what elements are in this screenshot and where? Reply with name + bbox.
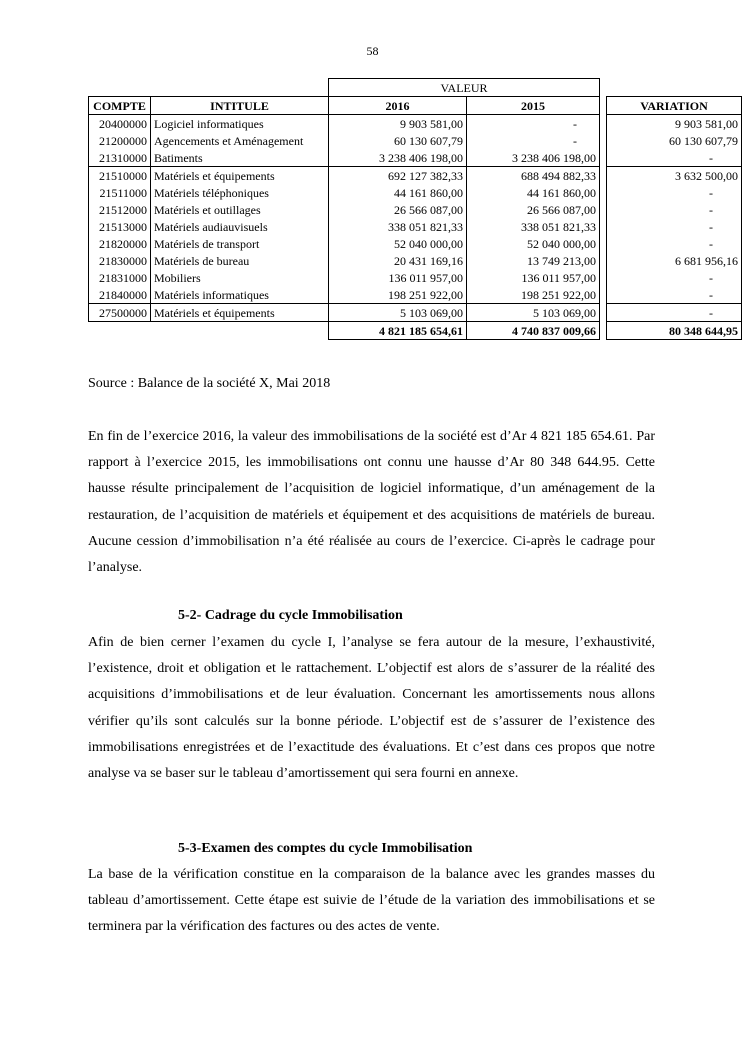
table-header-row [89, 97, 742, 115]
cell-2016: 5 103 069,00 [329, 304, 467, 322]
section-heading-5-2: 5-2- Cadrage du cycle Immobilisation [178, 608, 403, 623]
cell-intitule: Matériels de bureau [151, 252, 329, 269]
cell-2016: 692 127 382,33 [329, 167, 467, 185]
section-heading-5-3: 5-3-Examen des comptes du cycle Immobilisation [178, 841, 473, 856]
table-row [89, 269, 742, 286]
table-row [89, 184, 742, 201]
paragraph-intro: En fin de l’exercice 2016, la valeur des immobilisations de la société est d’Ar 4 821 185 654.61. Par rapport à l’exercice 2015, les immobilisations ont connu une hausse d’Ar 80 348 644.95. Cette hausse résulte principalement de l’acquisition de logiciel informatique, d’un aménagement de la restauration, de l’acquisition de matériels et équipement et des acquisitions de matériels de bureau. Aucune cession d’immobilisation n’a été réalisée au cours de l’exercice. Ci-après le cadrage pour l’analyse. [88, 429, 655, 576]
cell-intitule: Matériels et équipements [151, 304, 329, 322]
cell-compte: 21830000 [89, 252, 151, 269]
cell-variation: 60 130 607,79 [607, 132, 742, 149]
cell-compte: 21510000 [89, 167, 151, 185]
total-2015: 4 740 837 009,66 [467, 322, 600, 340]
cell-2015: 5 103 069,00 [467, 304, 600, 322]
cell-2016: 60 130 607,79 [329, 132, 467, 149]
cell-2016: 3 238 406 198,00 [329, 149, 467, 167]
cell-2015: 13 749 213,00 [467, 252, 600, 269]
valeur-group-header: VALEUR [329, 79, 600, 97]
cell-variation: - [607, 201, 742, 218]
paragraph-cadrage: Afin de bien cerner l’examen du cycle I, l’analyse se fera autour de la mesure, l’exhaustivité, l’existence, droit et obligation et le rattachement. L’objectif est alors de s’assurer de la réalité des acquisitions d’immobilisations et de leur évaluation. Concernant les amortissements nous allons vérifier qu’ils sont calculés sur la bonne période. L’objectif est de s’assurer de l’existence des immobilisations enregistrées et de l’exactitude des évaluations. Et c’est dans ces propos que notre analyse va se baser sur le tableau d’amortissement qui sera fourni en annexe. [88, 635, 655, 782]
cell-intitule: Logiciel informatiques [151, 115, 329, 133]
cell-variation: - [607, 286, 742, 304]
cell-compte: 21310000 [89, 149, 151, 167]
cell-compte: 20400000 [89, 115, 151, 133]
cell-2016: 44 161 860,00 [329, 184, 467, 201]
table-row [89, 167, 742, 185]
cell-intitule: Batiments [151, 149, 329, 167]
table-row [89, 286, 742, 304]
cell-2015: 44 161 860,00 [467, 184, 600, 201]
cell-2015: 198 251 922,00 [467, 286, 600, 304]
cell-intitule: Matériels audiauvisuels [151, 218, 329, 235]
cell-variation: - [607, 235, 742, 252]
cell-2015: 338 051 821,33 [467, 218, 600, 235]
immobilisations-table [88, 78, 742, 340]
cell-compte: 21512000 [89, 201, 151, 218]
page-number: 58 [366, 44, 379, 58]
cell-compte: 21513000 [89, 218, 151, 235]
total-variation: 80 348 644,95 [607, 322, 742, 340]
cell-2016: 338 051 821,33 [329, 218, 467, 235]
table-row [89, 252, 742, 269]
table-total-row [89, 322, 742, 340]
cell-2015: - [467, 132, 600, 149]
cell-2015: 52 040 000,00 [467, 235, 600, 252]
cell-2016: 136 011 957,00 [329, 269, 467, 286]
table-row [89, 218, 742, 235]
cell-variation: 9 903 581,00 [607, 115, 742, 133]
cell-intitule: Matériels de transport [151, 235, 329, 252]
cell-compte: 21831000 [89, 269, 151, 286]
cell-variation: - [607, 218, 742, 235]
table-row [89, 304, 742, 322]
table-source: Source : Balance de la société X, Mai 2018 [88, 376, 331, 391]
cell-variation: - [607, 304, 742, 322]
cell-variation: - [607, 149, 742, 167]
header-2016: 2016 [329, 97, 467, 115]
cell-compte: 21840000 [89, 286, 151, 304]
header-variation: VARIATION [607, 97, 742, 115]
cell-intitule: Matériels téléphoniques [151, 184, 329, 201]
cell-2015: 136 011 957,00 [467, 269, 600, 286]
cell-2015: - [467, 115, 600, 133]
cell-intitule: Matériels et équipements [151, 167, 329, 185]
paragraph-examen: La base de la vérification constitue en la comparaison de la balance avec les grandes masses du tableau d’amortissement. Cette étape est suivie de l’étude de la variation des immobilisations et se terminera par la vérification des factures ou des actes de vente. [88, 867, 655, 935]
total-2016: 4 821 185 654,61 [329, 322, 467, 340]
cell-intitule: Mobiliers [151, 269, 329, 286]
cell-compte: 21200000 [89, 132, 151, 149]
table-row [89, 115, 742, 133]
header-2015: 2015 [467, 97, 600, 115]
header-compte: COMPTE [89, 97, 151, 115]
cell-2015: 3 238 406 198,00 [467, 149, 600, 167]
cell-2016: 20 431 169,16 [329, 252, 467, 269]
cell-variation: - [607, 184, 742, 201]
table-row [89, 201, 742, 218]
cell-intitule: Matériels et outillages [151, 201, 329, 218]
cell-2016: 52 040 000,00 [329, 235, 467, 252]
cell-2015: 26 566 087,00 [467, 201, 600, 218]
table-body [89, 115, 742, 322]
cell-2016: 198 251 922,00 [329, 286, 467, 304]
table-row [89, 132, 742, 149]
cell-compte: 21820000 [89, 235, 151, 252]
table-row [89, 149, 742, 167]
cell-compte: 27500000 [89, 304, 151, 322]
cell-2015: 688 494 882,33 [467, 167, 600, 185]
table-group-header-row [89, 79, 742, 97]
cell-2016: 9 903 581,00 [329, 115, 467, 133]
cell-variation: 6 681 956,16 [607, 252, 742, 269]
cell-intitule: Agencements et Aménagement [151, 132, 329, 149]
header-intitule: INTITULE [151, 97, 329, 115]
cell-compte: 21511000 [89, 184, 151, 201]
cell-variation: - [607, 269, 742, 286]
table-row [89, 235, 742, 252]
cell-2016: 26 566 087,00 [329, 201, 467, 218]
cell-intitule: Matériels informatiques [151, 286, 329, 304]
cell-variation: 3 632 500,00 [607, 167, 742, 185]
